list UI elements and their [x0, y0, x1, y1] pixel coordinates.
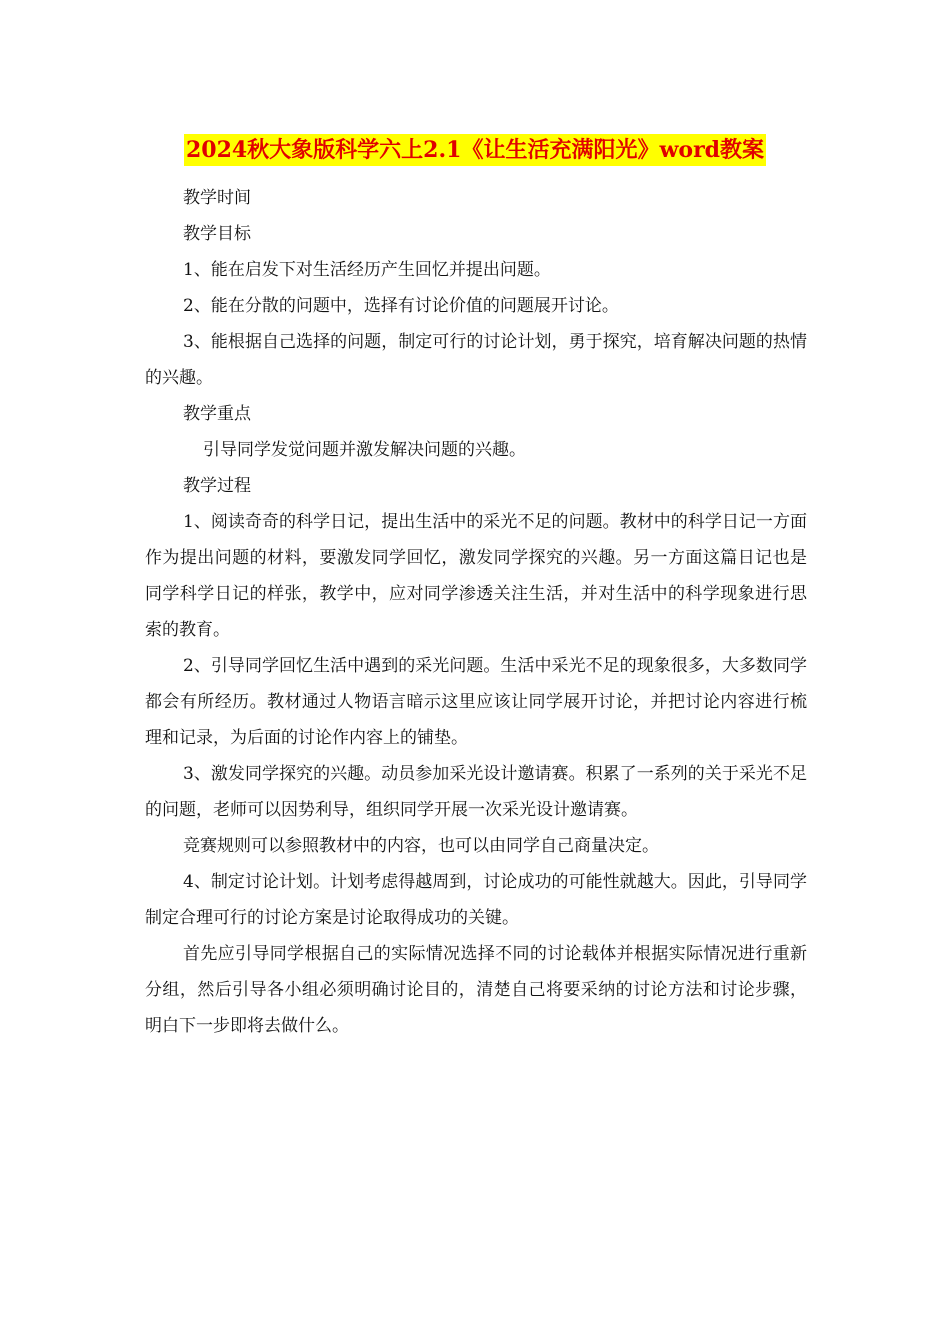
goal-item-2: 2、能在分散的问题中，选择有讨论价值的问题展开讨论。 [183, 296, 619, 316]
title-container [0, 134, 950, 166]
process-step-3: 3、激发同学探究的兴趣。动员参加采光设计邀请赛。积累了一系列的关于采光不足的问题，老师可以因势利导，组织同学开展一次采光设计邀请赛。 [145, 764, 807, 820]
process-step-4: 4、制定讨论计划。计划考虑得越周到，讨论成功的可能性就越大。因此，引导同学制定合理可行的讨论方案是讨论取得成功的关键。 [145, 872, 807, 928]
competition-rules: 竞赛规则可以参照教材中的内容，也可以由同学自己商量决定。 [183, 836, 659, 856]
heading-teaching-focus: 教学重点 [183, 404, 251, 424]
heading-teaching-time: 教学时间 [183, 188, 251, 208]
heading-teaching-goals: 教学目标 [183, 224, 251, 244]
document-title: 2024秋大象版科学六上2.1《让生活充满阳光》word教案 [184, 134, 766, 166]
goal-item-3: 3、能根据自己选择的问题，制定可行的讨论计划，勇于探究，培育解决问题的热情的兴趣。 [145, 332, 807, 388]
process-step-1: 1、阅读奇奇的科学日记，提出生活中的采光不足的问题。教材中的科学日记一方面作为提出问题的材料，要激发同学回忆，激发同学探究的兴趣。另一方面这篇日记也是同学科学日记的样张，教学中，应对同学渗透关注生活，并对生活中的科学现象进行思索的教育。 [145, 512, 807, 640]
heading-teaching-process: 教学过程 [183, 476, 251, 496]
goal-item-1: 1、能在启发下对生活经历产生回忆并提出问题。 [183, 260, 551, 280]
focus-text: 引导同学发觉问题并激发解决问题的兴趣。 [203, 440, 526, 460]
process-step-2: 2、引导同学回忆生活中遇到的采光问题。生活中采光不足的现象很多，大多数同学都会有所经历。教材通过人物语言暗示这里应该让同学展开讨论，并把讨论内容进行梳理和记录，为后面的讨论作内容上的铺垫。 [145, 656, 807, 748]
document-body [145, 180, 807, 1044]
process-step-4-detail: 首先应引导同学根据自己的实际情况选择不同的讨论载体并根据实际情况进行重新分组，然后引导各小组必须明确讨论目的，清楚自己将要采纳的讨论方法和讨论步骤，明白下一步即将去做什么。 [145, 944, 807, 1036]
